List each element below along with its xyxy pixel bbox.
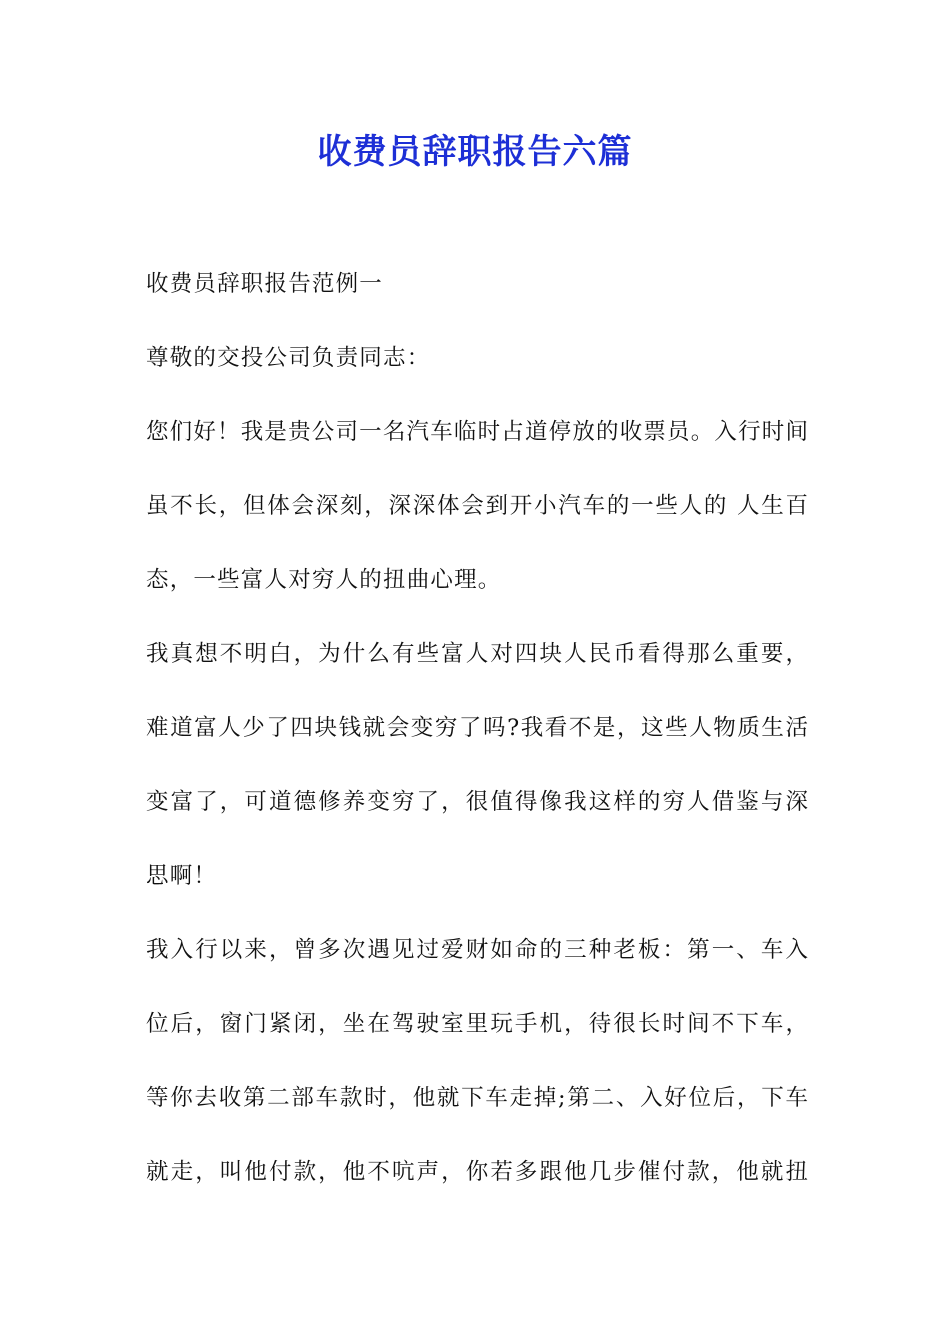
paragraph-line: 态，一些富人对穷人的扭曲心理。 (146, 567, 502, 593)
paragraph-line: 变富了，可道德修养变穷了，很值得像我这样的穷人借鉴与深 (146, 789, 808, 815)
paragraph-line: 就走，叫他付款，他不吭声，你若多跟他几步催付款，他就扭 (146, 1159, 808, 1185)
paragraph-line: 位后，窗门紧闭，坐在驾驶室里玩手机，待很长时间不下车， (146, 1011, 808, 1037)
salutation: 尊敬的交投公司负责同志： (146, 345, 431, 371)
paragraph-line: 我真想不明白，为什么有些富人对四块人民币看得那么重要， (146, 641, 808, 667)
document-body (146, 262, 808, 1224)
paragraph-line: 难道富人少了四块钱就会变穷了吗?我看不是，这些人物质生活 (146, 715, 808, 741)
paragraph-line: 等你去收第二部车款时，他就下车走掉;第二、入好位后，下车 (146, 1085, 808, 1111)
paragraph-line: 虽不长，但体会深刻，深深体会到开小汽车的一些人的 人生百 (146, 493, 808, 519)
paragraph-line: 您们好！我是贵公司一名汽车临时占道停放的收票员。入行时间 (146, 419, 808, 445)
document-title: 收费员辞职报告六篇 (317, 132, 633, 172)
paragraph-line: 思啊！ (146, 863, 218, 889)
section-heading: 收费员辞职报告范例一 (146, 271, 384, 297)
paragraph-line: 我入行以来，曾多次遇见过爱财如命的三种老板：第一、车入 (146, 937, 808, 963)
